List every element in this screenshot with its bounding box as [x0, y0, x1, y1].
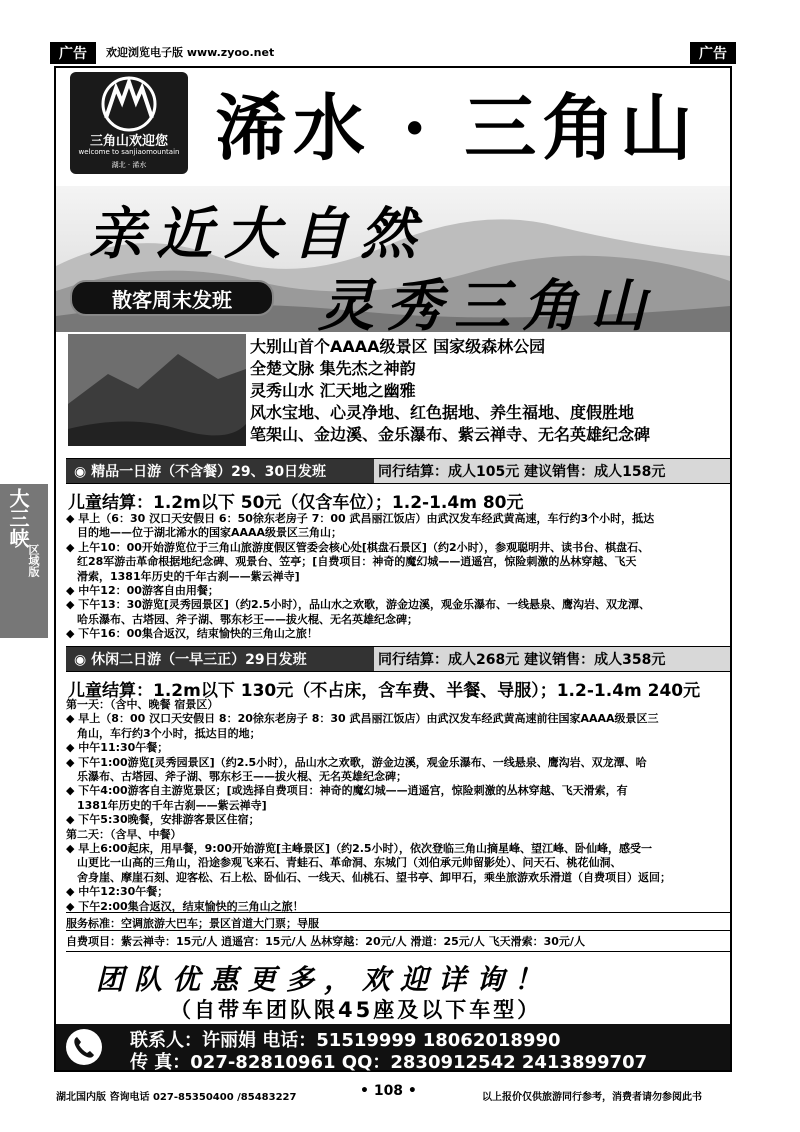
footer-right: 以上报价仅供旅游同行参考，消费者请勿参阅此书: [482, 1092, 702, 1103]
phone-icon: [66, 1029, 102, 1065]
tour2-title: ◉ 休闲二日游（一早三正）29日发班: [66, 647, 374, 671]
itinerary-line: ◆ 下午2:00集合返汉，结束愉快的三角山之旅！: [66, 899, 304, 913]
ad-label-right: 广告: [690, 42, 736, 64]
region-side-tab: [0, 484, 48, 638]
feature-2: 全楚文脉 集先杰之神韵: [250, 359, 416, 378]
tour1-title: ◉ 精品一日游（不含餐）29、30日发班: [66, 459, 374, 483]
page-number: • 108 •: [360, 1083, 417, 1099]
contact-bar: [56, 1024, 730, 1073]
sanjiaoshan-logo: [70, 72, 188, 174]
group-limit: （自带车团队限45座及以下车型）: [170, 998, 542, 1022]
side-tab-main: 大三峡: [6, 488, 30, 548]
itinerary-line: ◆ 下午16：00集合返汉，结束愉快的三角山之旅！: [66, 627, 318, 641]
itinerary-line: ◆ 上午10：00开始游览位于三角山旅游度假区管委会核心处[棋盘石景区]（约2小时），参观聪明井、读书台、棋盘石、: [66, 540, 650, 554]
feature-3: 灵秀山水 汇天地之幽雅: [250, 381, 416, 400]
itinerary-line: 山更比一山高的三角山，沿途参观飞来石、青蛙石、革命洞、东城门（刘伯承元帅留影处）、问天石、桃花仙洞、: [66, 856, 622, 870]
slogan-line-1: 亲近大自然: [88, 201, 428, 267]
itinerary-line: 乐瀑布、古塔园、斧子湖、鄂东杉王——拔火棍、无名英雄纪念碑；: [66, 770, 407, 784]
slogan-line-2: 灵秀三角山: [318, 273, 658, 339]
itinerary-line: ◆ 早上（6：30 汉口天安假日 6：50徐东老房子 7：00 武昌丽江饭店）由武汉发车经武黄高速，车行约3个小时，抵达: [66, 512, 655, 525]
mountain-logo-icon: [70, 72, 188, 132]
tour1-price: 同行结算：成人105元 建议销售：成人158元: [378, 464, 666, 480]
itinerary-line: 红28军游击革命根据地纪念碑、观景台、笠亭；[自费项目：神奇的魔幻城——逍遥宫，惊险刺激的丛林穿越、飞天: [66, 555, 637, 569]
feature-1: 大别山首个AAAA级景区 国家级森林公园: [250, 337, 546, 356]
feature-4: 风水宝地、心灵净地、红色据地、养生福地、度假胜地: [250, 403, 635, 422]
itinerary-line: ◆ 下午13：30游览[灵秀园景区]（约2.5小时），品山水之欢歌，游金边溪，观金乐瀑布、一线悬泉、鹰沟岩、双龙潭、: [66, 598, 650, 612]
tour2-child-price: 儿童结算：1.2m以下 130元（不占床，含车费、半餐、导服）；1.2-1.4m 240元: [68, 681, 701, 701]
itinerary-line: 目的地——位于湖北浠水的国家AAAA级景区三角山；: [66, 526, 343, 540]
itinerary-line: 第一天：（含中、晚餐 宿景区）: [66, 698, 219, 711]
tour2-header: [66, 646, 730, 672]
tour1-itinerary: [66, 512, 730, 642]
itinerary-line: 1381年历史的千年古刹——紫云禅寺]: [66, 798, 267, 812]
weekend-badge: 散客周末发班: [70, 280, 274, 316]
itinerary-line: ◆ 早上6:00起床，用早餐，9:00开始游览[主峰景区]（约2.5小时），依次登临三角山摘星峰、望江峰、卧仙峰，感受一: [66, 842, 653, 856]
itinerary-line: 第二天：（含早、中餐）: [66, 827, 182, 841]
ad-label-left: 广告: [50, 42, 96, 64]
side-tab-sub: 区域版: [27, 544, 40, 577]
itinerary-line: ◆ 下午1:00游览[灵秀园景区]（约2.5小时），品山水之欢歌，游金边溪，观金乐瀑布、一线悬泉、鹰沟岩、双龙潭、哈: [66, 755, 647, 769]
group-discount: 团队优惠更多，欢迎详询！: [96, 963, 553, 996]
footer-left: 湖北国内版 咨询电话 027-85350400 /85483227: [56, 1092, 297, 1103]
itinerary-line: ◆ 中午12：00游客自由用餐；: [66, 584, 219, 598]
self-pay-items: 自费项目：紫云禅寺：15元/人 逍遥宫：15元/人 丛林穿越：20元/人 滑道：25元/人 飞天滑索：30元/人: [66, 930, 730, 952]
itinerary-line: 滑索，1381年历史的千年古刹——紫云禅寺]: [66, 569, 300, 583]
tour2-price: 同行结算：成人268元 建议销售：成人358元: [378, 652, 666, 668]
logo-en: welcome to sanjiaomountain: [78, 148, 180, 156]
tour2-itinerary: [66, 698, 730, 914]
itinerary-line: ◆ 中午12:30午餐；: [66, 885, 169, 899]
itinerary-line: 舍身崖、摩崖石刻、迎客松、石上松、卧仙石、一线天、仙桃石、望书亭、卸甲石，乘坐旅游欢乐滑道（自费项目）返回；: [66, 870, 671, 884]
logo-cn: 三角山欢迎您: [89, 134, 168, 149]
service-standard: 服务标准：空调旅游大巴车；景区首道大门票；导服: [66, 912, 730, 931]
website-note: 欢迎浏览电子版 www.zyoo.net: [106, 46, 275, 59]
itinerary-line: ◆ 下午5:30晚餐，安排游客景区住宿；: [66, 813, 260, 827]
itinerary-line: ◆ 早上（8：00 汉口天安假日 8：20徐东老房子 8：30 武昌丽江饭店）由武汉发车经武黄高速前往国家AAAA级景区三: [66, 712, 659, 726]
itinerary-line: 角山，车行约3个小时，抵达目的地；: [66, 726, 261, 740]
itinerary-line: ◆ 下午4:00游客自主游览景区；[或选择自费项目：神奇的魔幻城——逍遥宫，惊险刺激的丛林穿越、飞天滑索，有: [66, 784, 628, 798]
feature-5: 笔架山、金边溪、金乐瀑布、紫云禅寺、无名英雄纪念碑: [250, 425, 651, 444]
itinerary-line: ◆ 中午11:30午餐；: [66, 741, 169, 755]
page-title: 浠水 · 三角山: [215, 85, 699, 170]
contact-line-2: 传 真：027-82810961 QQ：2830912542 2413899707: [130, 1052, 648, 1073]
mountain-photo: [68, 334, 246, 446]
tour1-child-price: 儿童结算：1.2m以下 50元（仅含车位）；1.2-1.4m 80元: [68, 493, 524, 513]
tour1-header: [66, 458, 730, 484]
logo-location: 湖北 · 浠水: [111, 161, 147, 169]
itinerary-line: 哈乐瀑布、古塔园、斧子湖、鄂东杉王——拔火棍、无名英雄纪念碑；: [66, 612, 418, 626]
contact-line-1: 联系人：许丽娟 电话：51519999 18062018990: [130, 1030, 561, 1051]
